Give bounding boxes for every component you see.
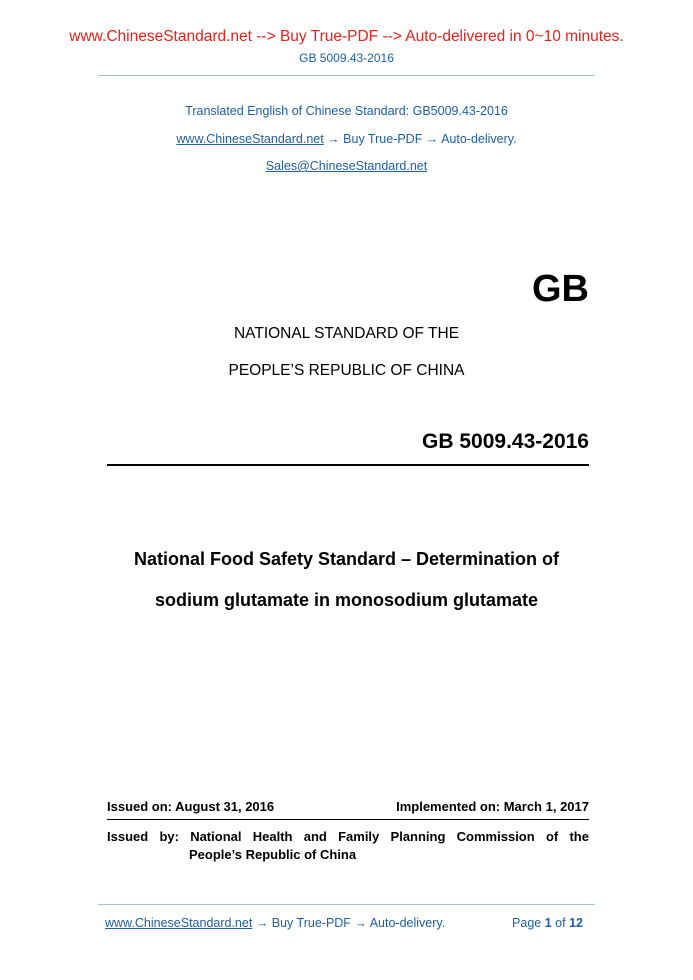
footer-buy-text: → Buy True-PDF → Auto-delivery. [252, 916, 446, 930]
page-label: Page [512, 916, 542, 930]
issued-by-line2: People’s Republic of China [189, 847, 357, 862]
implemented-on: Implemented on: March 1, 2017 [396, 799, 589, 814]
site-link[interactable]: www.ChineseStandard.net [176, 132, 324, 146]
page-total: 12 [569, 916, 583, 930]
footer-site-link[interactable]: www.ChineseStandard.net [105, 916, 253, 930]
footer-buy-line [105, 916, 445, 930]
header-doc-id: GB 5009.43-2016 [299, 51, 394, 65]
footer-divider [98, 904, 595, 905]
page-current: 1 [544, 916, 552, 930]
title-divider [107, 464, 589, 466]
document-title-line1: National Food Safety Standard – Determination of [133, 549, 560, 569]
issued-by-word: Health [252, 829, 293, 844]
top-banner[interactable]: www.ChineseStandard.net --> Buy True-PDF --> Auto-delivered in 0~10 minutes. [69, 28, 624, 45]
national-standard-line2: PEOPLE’S REPUBLIC OF CHINA [228, 362, 465, 379]
issued-by-word: Commission [456, 829, 535, 844]
buy-line [0, 132, 693, 146]
issued-by-line1 [107, 828, 589, 846]
buy-text: → Buy True-PDF → Auto-delivery. [323, 132, 517, 146]
translation-notice: Translated English of Chinese Standard: GB5009.43-2016 [185, 104, 508, 118]
issued-by-word: of [545, 829, 559, 844]
issued-by-word: Planning [390, 829, 446, 844]
issued-by [107, 828, 589, 864]
page-of: of [555, 916, 566, 930]
issued-by-word: and [303, 829, 327, 844]
header-divider [98, 75, 595, 76]
issue-divider [107, 819, 589, 820]
gb-logo: GB [532, 268, 589, 310]
national-standard-line1: NATIONAL STANDARD OF THE [233, 325, 460, 342]
sales-line [0, 159, 693, 173]
issued-by-word: the [569, 829, 589, 844]
sales-email-link[interactable]: Sales@ChineseStandard.net [265, 159, 428, 173]
issued-by-word: by: [159, 829, 179, 844]
standard-number: GB 5009.43-2016 [422, 430, 589, 453]
issued-by-word: Family [338, 829, 380, 844]
issued-on: Issued on: August 31, 2016 [107, 799, 275, 814]
issued-by-word: National [190, 829, 242, 844]
page-indicator [512, 916, 583, 930]
document-title-line2: sodium glutamate in monosodium glutamate [154, 590, 539, 610]
issued-by-word: Issued [107, 829, 149, 844]
